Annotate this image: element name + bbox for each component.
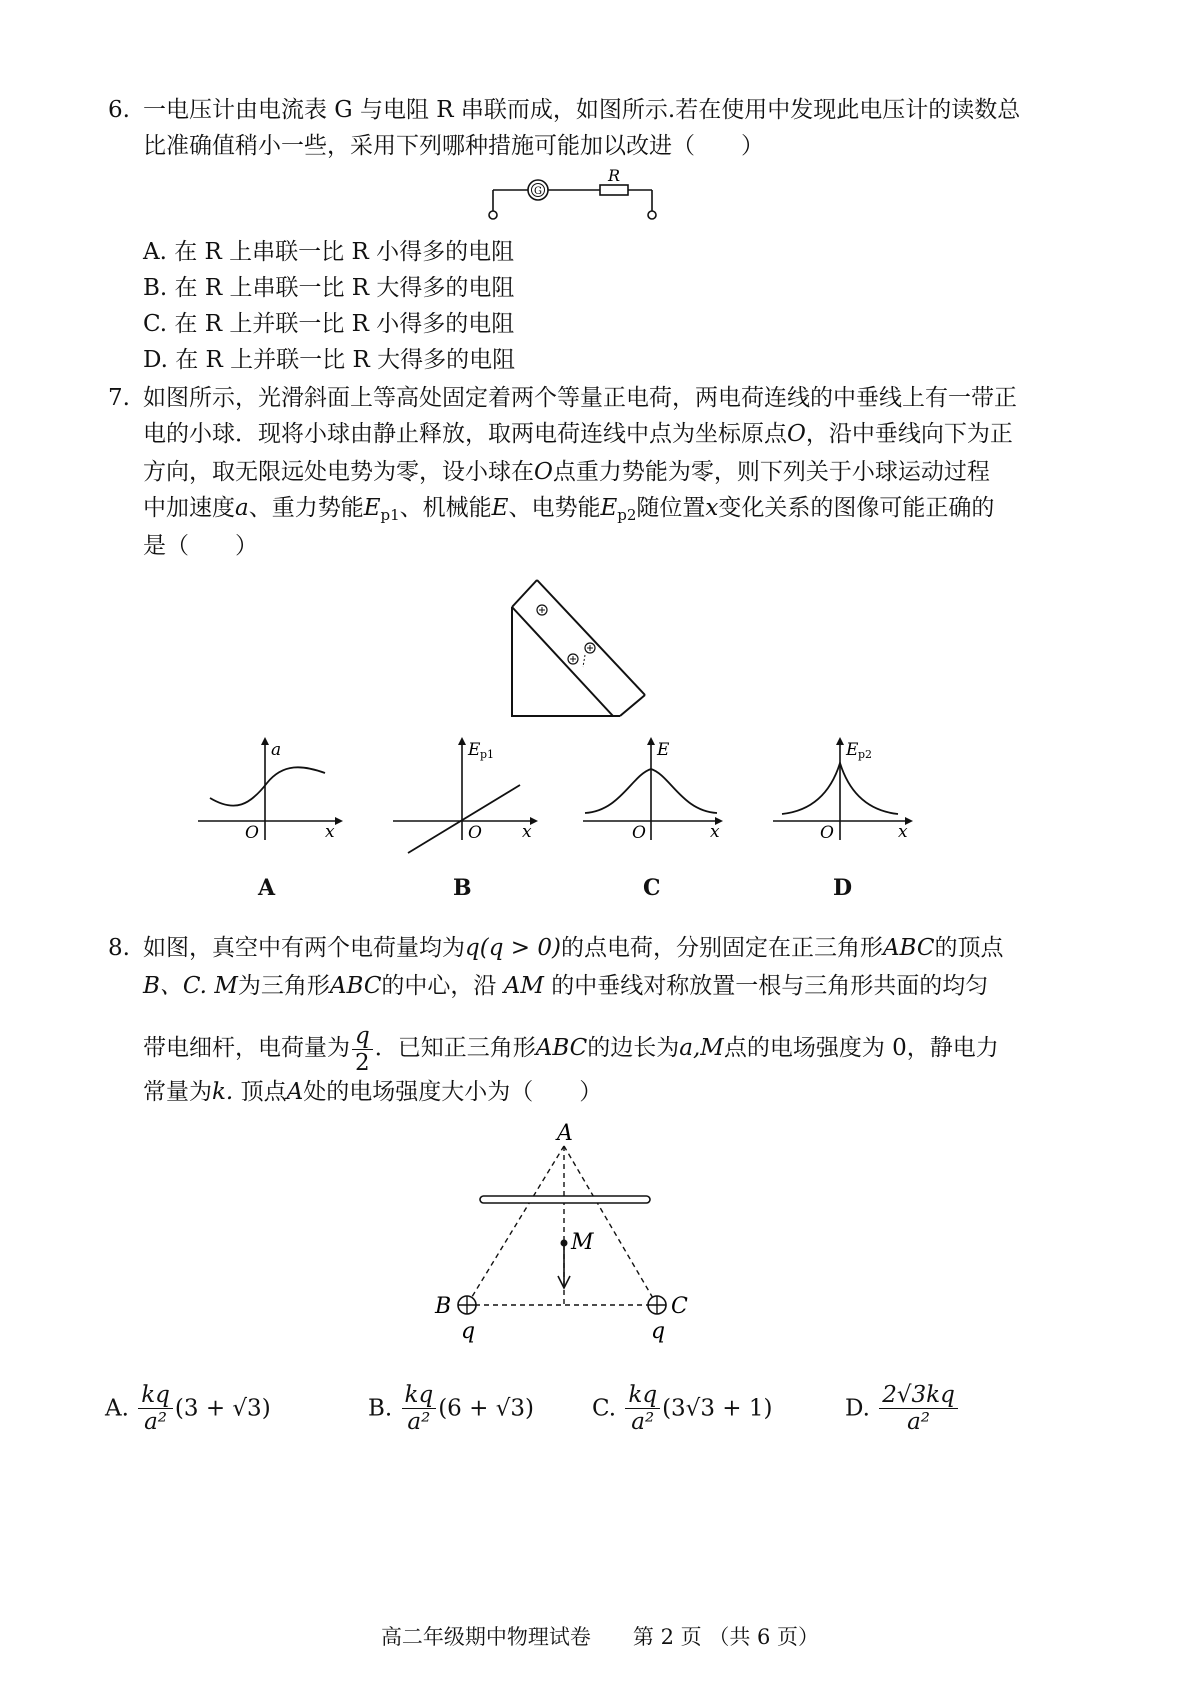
charge-b bbox=[458, 1296, 476, 1314]
svg-text:x: x bbox=[898, 822, 908, 842]
q7-text-line5: 是（ ） bbox=[143, 533, 258, 559]
svg-text:C: C bbox=[671, 1294, 688, 1319]
q6-option-a: A. 在 R 上串联一比 R 小得多的电阻 bbox=[143, 239, 515, 265]
q6-option-b: B. 在 R 上串联一比 R 大得多的电阻 bbox=[143, 275, 515, 301]
svg-text:x: x bbox=[710, 822, 720, 842]
q7-text-line4: 中加速度a、重力势能$E_{p1}$、机械能E、电势能$E_{p2}$随位置x变化关系的图像可能正确的 bbox=[143, 495, 995, 524]
q6-number: 6. bbox=[108, 97, 130, 123]
q7-number: 7. bbox=[108, 385, 130, 411]
q7-graph-c-label: C bbox=[643, 875, 661, 901]
svg-text:a: a bbox=[271, 740, 282, 760]
positive-charge-2 bbox=[568, 654, 578, 664]
q8-text-line2: B、C. M为三角形ABC的中心，沿 AM 的中垂线对称放置一根与三角形共面的均匀 bbox=[143, 973, 989, 999]
q7-text-line2: 电的小球．现将小球由静止释放，取两电荷连线中点为坐标原点O，沿中垂线向下为正 bbox=[143, 421, 1013, 447]
q7-graph-a-label: A bbox=[258, 875, 276, 901]
q7-incline-figure bbox=[505, 575, 655, 725]
q7-graph-c bbox=[580, 735, 730, 845]
q8-triangle-figure bbox=[425, 1118, 705, 1348]
svg-text:p1: p1 bbox=[480, 748, 495, 761]
q6-option-c: C. 在 R 上并联一比 R 小得多的电阻 bbox=[143, 311, 515, 337]
q8-option-d: D. $\frac{2√3kq}{\text{a²}}$ bbox=[845, 1382, 960, 1435]
charged-ball bbox=[585, 643, 595, 653]
q7-graph-b bbox=[390, 735, 540, 845]
svg-text:E: E bbox=[846, 740, 859, 760]
q6-option-d: D. 在 R 上并联一比 R 大得多的电阻 bbox=[143, 347, 516, 373]
svg-text:O: O bbox=[632, 823, 646, 843]
svg-text:q: q bbox=[651, 1319, 666, 1344]
positive-charge-1 bbox=[537, 605, 547, 615]
resistor-r bbox=[600, 185, 628, 195]
svg-text:E: E bbox=[657, 740, 670, 760]
q7-graph-a bbox=[195, 735, 345, 845]
svg-text:x: x bbox=[325, 822, 335, 842]
q7-graph-b-label: B bbox=[453, 875, 472, 901]
svg-text:G: G bbox=[534, 186, 542, 197]
svg-text:E: E bbox=[468, 740, 481, 760]
svg-text:M: M bbox=[571, 1230, 594, 1255]
svg-text:q: q bbox=[461, 1319, 476, 1344]
q7-text-line3: 方向，取无限远处电势为零，设小球在O点重力势能为零，则下列关于小球运动过程 bbox=[143, 459, 990, 485]
fraction-q-over-2: $\frac{q}{2}$ bbox=[352, 1023, 373, 1076]
svg-text:O: O bbox=[820, 823, 834, 843]
svg-text:x: x bbox=[522, 822, 532, 842]
point-m bbox=[561, 1240, 568, 1247]
q6-circuit-diagram bbox=[480, 165, 680, 225]
charged-rod bbox=[480, 1196, 650, 1203]
q8-option-b: B. $\frac{kq}{\text{a²}}$ (6 + √3) bbox=[368, 1382, 534, 1435]
svg-text:B: B bbox=[435, 1294, 452, 1319]
q8-option-c: C. $\frac{kq}{\text{a²}}$ (3√3 + 1) bbox=[592, 1382, 773, 1435]
q8-text-line3: 带电细杆，电荷量为 $\frac{q}{2}$ ．已知正三角形ABC的边长为a,M点的电场强度为 0，静电力 bbox=[143, 1022, 999, 1076]
q7-graph-d bbox=[770, 735, 920, 845]
q6-text-line1: 一电压计由电流表 G 与电阻 R 串联而成，如图所示.若在使用中发现此电压计的读数总 bbox=[143, 97, 1021, 123]
page-footer: 高二年级期中物理试卷 第 2 页 （共 6 页） bbox=[380, 1625, 820, 1649]
q7-text-line1: 如图所示，光滑斜面上等高处固定着两个等量正电荷，两电荷连线的中垂线上有一带正 bbox=[143, 385, 1017, 411]
q8-text-line1: 如图，真空中有两个电荷量均为q(q > 0)的点电荷，分别固定在正三角形ABC的顶点 bbox=[143, 935, 1004, 961]
charge-c bbox=[648, 1296, 666, 1314]
svg-text:p2: p2 bbox=[858, 748, 873, 761]
svg-text:O: O bbox=[245, 823, 259, 843]
svg-text:O: O bbox=[468, 823, 482, 843]
svg-text:R: R bbox=[607, 166, 621, 185]
svg-text:A: A bbox=[557, 1121, 573, 1146]
q6-text-line2: 比准确值稍小一些，采用下列哪种措施可能加以改进（ ） bbox=[143, 133, 764, 159]
q8-text-line4: 常量为k. 顶点A处的电场强度大小为（ ） bbox=[143, 1079, 603, 1105]
q7-graph-d-label: D bbox=[833, 875, 853, 901]
q8-number: 8. bbox=[108, 935, 130, 961]
q8-option-a: A. $\frac{kq}{\text{a²}}$ (3 + √3) bbox=[105, 1382, 271, 1435]
